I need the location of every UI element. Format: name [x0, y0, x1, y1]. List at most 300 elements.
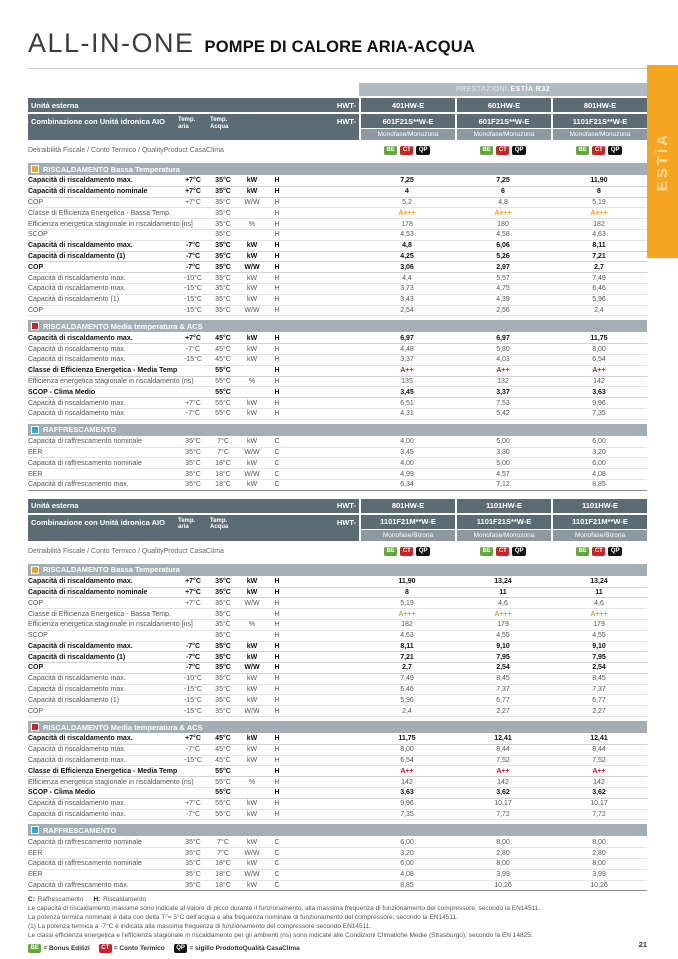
temp-aria-value: -15°C	[184, 757, 202, 765]
unit-value: W/W	[244, 664, 260, 672]
spec-value: 7,35	[400, 811, 414, 819]
hwt-prefix: HWT-	[336, 501, 356, 511]
spec-value: 12,41	[590, 735, 608, 743]
row-label: Capacità di riscaldamento max.	[28, 356, 126, 364]
spec-value: 6,46	[592, 285, 606, 293]
spec-value: 142	[497, 778, 509, 786]
spec-value: 182	[593, 220, 605, 228]
combo-code: 1101F21M**W-E	[553, 515, 647, 529]
spec-value: 2,27	[592, 707, 606, 715]
detraibilita-row	[28, 142, 647, 159]
temp-acqua-value: 55°C	[215, 367, 231, 375]
spec-row	[28, 241, 647, 252]
spec-value: 6,54	[592, 356, 606, 364]
row-label: Capacità di riscaldamento max.	[28, 675, 126, 683]
badge-ct: CT	[592, 146, 605, 155]
section-icon	[31, 165, 39, 173]
spec-value: 3,37	[496, 388, 510, 396]
unit-value: kW	[246, 459, 258, 467]
mode-value: C	[274, 481, 280, 489]
spec-value: 12,41	[494, 735, 512, 743]
mode-value: H	[274, 632, 280, 640]
badge-qp: QP	[512, 547, 526, 556]
row-label: Capacità di riscaldamento max.	[28, 800, 126, 808]
temp-acqua-value: 55°C	[215, 410, 231, 418]
temp-acqua-value: 35°C	[215, 274, 231, 282]
badge-be: BE	[480, 146, 493, 155]
temp-acqua-value: 18°C	[215, 470, 231, 478]
spec-value: 5,57	[496, 274, 510, 282]
mode-value: H	[274, 767, 280, 775]
unit-value: kW	[246, 696, 258, 704]
spec-value: 9,96	[592, 399, 606, 407]
badge-legend-item	[174, 944, 300, 953]
prestazioni-label: PRESTAZIONI	[455, 86, 508, 93]
temp-acqua-value: 45°C	[215, 334, 231, 342]
content-area	[28, 0, 647, 953]
spec-value: 4,25	[400, 252, 414, 260]
mode-value: H	[274, 686, 280, 694]
legend-key: C:	[28, 896, 35, 904]
spec-value: 8	[597, 188, 601, 196]
spec-value: 7,21	[592, 252, 606, 260]
page-title	[28, 28, 647, 59]
phase-label: Monofase/Monozona	[457, 529, 551, 541]
hwt-prefix: HWT-	[336, 517, 356, 527]
row-label: Capacità di raffrescamento nominale	[28, 438, 142, 446]
spec-row	[28, 685, 647, 696]
section-title: RISCALDAMENTO Media temperatura & ACS	[43, 722, 203, 732]
spec-value: 4,00	[400, 438, 414, 446]
spec-value: A++	[400, 367, 414, 375]
spec-value: 4,57	[496, 470, 510, 478]
mode-value: H	[274, 263, 280, 271]
section-title: RISCALDAMENTO Bassa Temperatura	[43, 565, 180, 575]
unit-value: kW	[246, 345, 258, 353]
spec-row	[28, 848, 647, 859]
row-label: COP	[28, 198, 44, 206]
temp-acqua-value: 35°C	[215, 675, 231, 683]
spec-value: 8,00	[400, 746, 414, 754]
temp-acqua-value: 7°C	[217, 448, 229, 456]
section-header	[28, 721, 647, 733]
mode-value: C	[274, 459, 280, 467]
spec-value: 3,99	[496, 871, 510, 879]
temp-acqua-value: 35°C	[215, 664, 231, 672]
spec-row	[28, 458, 647, 469]
mode-value: H	[274, 707, 280, 715]
section-icon	[31, 566, 39, 574]
spec-value: 4,6	[594, 599, 604, 607]
spec-value: 7,25	[496, 177, 510, 185]
unit-value: kW	[246, 438, 258, 446]
spec-row	[28, 198, 647, 209]
temp-acqua-value: 35°C	[215, 296, 231, 304]
spec-value: 2,97	[496, 263, 510, 271]
temp-aria-value: -15°C	[184, 696, 202, 704]
temp-acqua-value: 18°C	[215, 459, 231, 467]
spec-row	[28, 788, 647, 799]
temp-acqua-value: 7°C	[217, 438, 229, 446]
spec-value: 6,77	[592, 696, 606, 704]
badge-ct: CT	[496, 547, 509, 556]
mode-value: H	[274, 735, 280, 743]
unita-esterna-row	[28, 98, 647, 112]
model-code: 1101HW-E	[551, 499, 647, 513]
temp-aria-value: +7°C	[185, 198, 201, 206]
legend-pair	[93, 896, 146, 903]
row-label: SCOP	[28, 632, 48, 640]
row-label: Efficienza energetica stagionale in riscaldamento (ns)	[28, 778, 194, 786]
unit-value: kW	[246, 578, 258, 586]
mode-value: H	[274, 610, 280, 618]
combo-code: 601F21S**W-E	[457, 114, 551, 128]
badge-qp: QP	[416, 547, 430, 556]
spec-row	[28, 766, 647, 777]
spec-value: 6,34	[400, 481, 414, 489]
spec-value: A++	[400, 767, 414, 775]
unit-value: kW	[246, 252, 258, 260]
temp-acqua-value: 55°C	[215, 811, 231, 819]
spec-row	[28, 577, 647, 588]
spec-value: 6,00	[592, 438, 606, 446]
temp-aria-header	[178, 117, 195, 130]
spec-value: 5,42	[496, 410, 510, 418]
spec-value: 180	[497, 220, 509, 228]
section-header	[28, 163, 647, 175]
spec-value: 4,53	[400, 231, 414, 239]
spec-value: 13,24	[590, 578, 608, 586]
spec-value: 11	[499, 588, 507, 596]
temp-aria-value: 35°C	[185, 871, 201, 879]
badge-legend-text: = Bonus Edilizi	[43, 944, 90, 952]
row-label: EER	[28, 448, 43, 456]
temp-aria-value: -7°C	[185, 410, 201, 418]
spec-value: 8,44	[496, 746, 510, 754]
spec-value: 135	[401, 377, 413, 385]
spec-value: 4,03	[496, 356, 510, 364]
unit-value: kW	[246, 746, 258, 754]
spec-value: 4,39	[496, 296, 510, 304]
unit-value: kW	[246, 399, 258, 407]
badge-be: BE	[576, 146, 589, 155]
spec-row	[28, 810, 647, 821]
temp-aria-value: +7°C	[185, 588, 201, 596]
side-tab-label: ESTÌA	[654, 131, 671, 192]
unit-value: kW	[246, 811, 258, 819]
mode-value: H	[274, 274, 280, 282]
row-label: COP	[28, 707, 44, 715]
mode-value: H	[274, 811, 280, 819]
temp-aria-value: +7°C	[185, 399, 201, 407]
spec-row	[28, 652, 647, 663]
temp-acqua-value: 35°C	[215, 686, 231, 694]
temp-aria-header	[178, 518, 195, 531]
spec-value: 6,54	[400, 757, 414, 765]
temp-aria-line2: aria	[178, 524, 189, 531]
unit-value: kW	[246, 882, 258, 890]
spec-row	[28, 252, 647, 263]
row-label: Classe di Efficienza Energetica - Media Temp	[28, 767, 178, 775]
row-label: EER	[28, 470, 43, 478]
spec-value: 4,8	[498, 198, 508, 206]
spec-value: 7,12	[496, 481, 510, 489]
spec-row	[28, 631, 647, 642]
page-number: 21	[638, 940, 647, 949]
spec-row	[28, 377, 647, 388]
spec-row	[28, 448, 647, 459]
badge-ct: CT	[400, 547, 413, 556]
temp-acqua-value: 35°C	[215, 209, 231, 217]
spec-value: 8,45	[592, 675, 606, 683]
mode-value: H	[274, 367, 280, 375]
temp-acqua-value: 45°C	[215, 356, 231, 364]
spec-table	[28, 499, 647, 892]
badge-legend-item	[28, 944, 90, 953]
temp-aria-value: -15°C	[184, 686, 202, 694]
unit-value: kW	[246, 735, 258, 743]
spec-row	[28, 663, 647, 674]
title-category: POMPE DI CALORE ARIA-ACQUA	[204, 38, 475, 56]
row-label: SCOP	[28, 231, 48, 239]
spec-value: 5,80	[496, 345, 510, 353]
spec-value: 11	[595, 588, 603, 596]
spec-value: 11,90	[590, 177, 608, 185]
spec-value: 7,53	[496, 399, 510, 407]
spec-value: 8,11	[400, 642, 414, 650]
mode-value: H	[274, 177, 280, 185]
spec-row	[28, 333, 647, 344]
temp-aria-value: +7°C	[185, 334, 201, 342]
spec-value: 4,6	[498, 599, 508, 607]
unit-value: %	[248, 377, 256, 385]
spec-value: 8,45	[496, 675, 510, 683]
temp-aria-value: -7°C	[185, 263, 201, 271]
combo-row	[28, 515, 647, 541]
spec-value: 6,00	[400, 860, 414, 868]
temp-acqua-value: 18°C	[215, 860, 231, 868]
spec-value: 9,96	[400, 800, 414, 808]
temp-aria-line2: aria	[178, 123, 189, 130]
spec-value: 7,95	[592, 653, 606, 661]
spec-value: 2,80	[496, 849, 510, 857]
temp-acqua-value: 7°C	[217, 838, 229, 846]
model-code: 601HW-E	[455, 98, 551, 112]
badge-ct: CT	[592, 547, 605, 556]
spec-value: 6,00	[400, 838, 414, 846]
combo-left-panel	[28, 114, 359, 140]
spec-row	[28, 837, 647, 848]
title-divider	[28, 68, 647, 69]
spec-value: 3,62	[496, 789, 510, 797]
unit-value: kW	[246, 675, 258, 683]
unit-value: W/W	[244, 306, 260, 314]
badge-ct: CT	[400, 146, 413, 155]
spec-value: 8	[405, 588, 409, 596]
spec-value: 6,00	[592, 459, 606, 467]
row-label: Capacità di riscaldamento (1)	[28, 296, 120, 304]
spec-value: 6,46	[400, 686, 414, 694]
mode-value: H	[274, 778, 280, 786]
badge-be: BE	[28, 944, 41, 953]
combo-column	[551, 515, 647, 541]
spec-row	[28, 756, 647, 767]
row-label: Capacità di riscaldamento max.	[28, 578, 133, 586]
spec-value: 3,20	[592, 448, 606, 456]
row-label: Capacità di riscaldamento nominale	[28, 188, 148, 196]
badge-be: BE	[384, 146, 397, 155]
spec-value: 3,30	[496, 448, 510, 456]
row-label: SCOP - Clima Medio	[28, 388, 96, 396]
row-label: Capacità di riscaldamento nominale	[28, 588, 148, 596]
badge-legend-item	[99, 944, 165, 953]
row-label: Capacità di riscaldamento max.	[28, 811, 126, 819]
spec-value: 3,99	[592, 871, 606, 879]
mode-value: H	[274, 220, 280, 228]
unit-value: kW	[246, 481, 258, 489]
spec-value: 4,08	[400, 871, 414, 879]
mode-value: H	[274, 746, 280, 754]
spec-value: 2,54	[592, 664, 606, 672]
temp-acqua-value: 35°C	[215, 653, 231, 661]
spec-row	[28, 777, 647, 788]
mode-value: H	[274, 306, 280, 314]
mode-value: H	[274, 388, 280, 396]
section-title: RAFFRESCAMENTO	[43, 425, 117, 435]
spec-row	[28, 262, 647, 273]
temp-aria-value: -15°C	[184, 356, 202, 364]
badge-be: BE	[480, 547, 493, 556]
title-product-line: ALL-IN-ONE	[28, 28, 195, 58]
combo-left-panel	[28, 515, 359, 541]
temp-aria-value: +7°C	[185, 800, 201, 808]
section-icon	[31, 322, 39, 330]
temp-acqua-value: 35°C	[215, 252, 231, 260]
spec-row	[28, 295, 647, 306]
spec-value: 8,00	[496, 860, 510, 868]
spec-row	[28, 219, 647, 230]
temp-acqua-value: 18°C	[215, 871, 231, 879]
temp-aria-value: -7°C	[185, 664, 201, 672]
spec-row	[28, 387, 647, 398]
spec-row	[28, 480, 647, 491]
mode-value: H	[274, 345, 280, 353]
temp-aria-value: -15°C	[184, 296, 202, 304]
detraibilita-label: Detraibilità Fiscale / Conto Termico / QualityProduct CasaClima	[28, 147, 224, 154]
spec-value: 8,44	[592, 746, 606, 754]
row-label: Efficienza energetica stagionale in riscaldamento [ns]	[28, 621, 193, 629]
spec-value: 3,43	[400, 296, 414, 304]
row-label: Capacità di riscaldamento max.	[28, 746, 126, 754]
spec-value: 7,52	[496, 757, 510, 765]
mode-value: H	[274, 642, 280, 650]
temp-acqua-value: 45°C	[215, 345, 231, 353]
spec-value: 4,55	[592, 632, 606, 640]
spec-row	[28, 859, 647, 870]
unit-value: W/W	[244, 263, 260, 271]
temp-acqua-value: 35°C	[215, 263, 231, 271]
badge-qp: QP	[512, 146, 526, 155]
badge-legend-text: = Conto Termico	[113, 944, 165, 952]
row-label: COP	[28, 263, 44, 271]
phase-label: Monofase/Bizona	[361, 529, 455, 541]
row-label: Capacità di riscaldamento max.	[28, 345, 126, 353]
unit-value: kW	[246, 653, 258, 661]
spec-value: 13,24	[494, 578, 512, 586]
mode-value: H	[274, 296, 280, 304]
spec-row	[28, 642, 647, 653]
spec-value: 4,48	[400, 345, 414, 353]
unit-value: kW	[246, 686, 258, 694]
unit-value: kW	[246, 274, 258, 282]
mode-value: H	[274, 675, 280, 683]
spec-value: 8,00	[592, 838, 606, 846]
row-label: EER	[28, 871, 43, 879]
temp-aria-value: -7°C	[185, 242, 201, 250]
spec-value: A++	[496, 367, 510, 375]
spec-value: 7,72	[592, 811, 606, 819]
spec-value: 182	[401, 621, 413, 629]
temp-aria-value: -7°C	[185, 746, 201, 754]
temp-acqua-value: 55°C	[215, 388, 231, 396]
row-label: Capacità di riscaldamento max.	[28, 334, 133, 342]
mode-value: H	[274, 621, 280, 629]
spec-value: 4,63	[400, 632, 414, 640]
spec-row	[28, 695, 647, 706]
mode-value: C	[274, 470, 280, 478]
spec-value: 6	[501, 188, 505, 196]
badge-legend	[28, 944, 647, 953]
temp-aria-value: -7°C	[185, 345, 201, 353]
temp-acqua-value: 55°C	[215, 778, 231, 786]
mode-value: H	[274, 588, 280, 596]
spec-row	[28, 306, 647, 317]
temp-aria-value: -15°C	[184, 285, 202, 293]
combo-column	[359, 515, 455, 541]
row-label: Capacità di riscaldamento max.	[28, 285, 126, 293]
spec-row	[28, 609, 647, 620]
spec-row	[28, 734, 647, 745]
spec-row	[28, 366, 647, 377]
row-label: Capacità di raffrescamento max.	[28, 882, 129, 890]
spec-row	[28, 870, 647, 881]
mode-value: H	[274, 696, 280, 704]
spec-value: A+++	[590, 209, 608, 217]
spec-value: 4,08	[592, 470, 606, 478]
spec-value: A+++	[398, 610, 416, 618]
mode-value: H	[274, 188, 280, 196]
row-label: Capacità di raffrescamento nominale	[28, 459, 142, 467]
spec-value: 8,00	[496, 838, 510, 846]
spec-row	[28, 187, 647, 198]
spec-value: 8,00	[592, 345, 606, 353]
section-header	[28, 564, 647, 576]
spec-value: 6,97	[496, 334, 510, 342]
unit-value: kW	[246, 642, 258, 650]
detraibilita-label: Detraibilità Fiscale / Conto Termico / QualityProduct CasaClima	[28, 547, 224, 555]
spec-value: 2,4	[594, 306, 604, 314]
spec-value: 3,63	[592, 388, 606, 396]
row-label: Capacità di riscaldamento max.	[28, 735, 133, 743]
spec-value: 2,27	[496, 707, 510, 715]
section-icon	[31, 426, 39, 434]
row-label: Capacità di riscaldamento (1)	[28, 653, 126, 661]
temp-aria-value: 35°C	[185, 838, 201, 846]
model-code: 801HW-E	[551, 98, 647, 112]
temp-acqua-value: 18°C	[215, 882, 231, 890]
temp-acqua-value: 35°C	[215, 642, 231, 650]
spec-value: 11,75	[590, 334, 608, 342]
